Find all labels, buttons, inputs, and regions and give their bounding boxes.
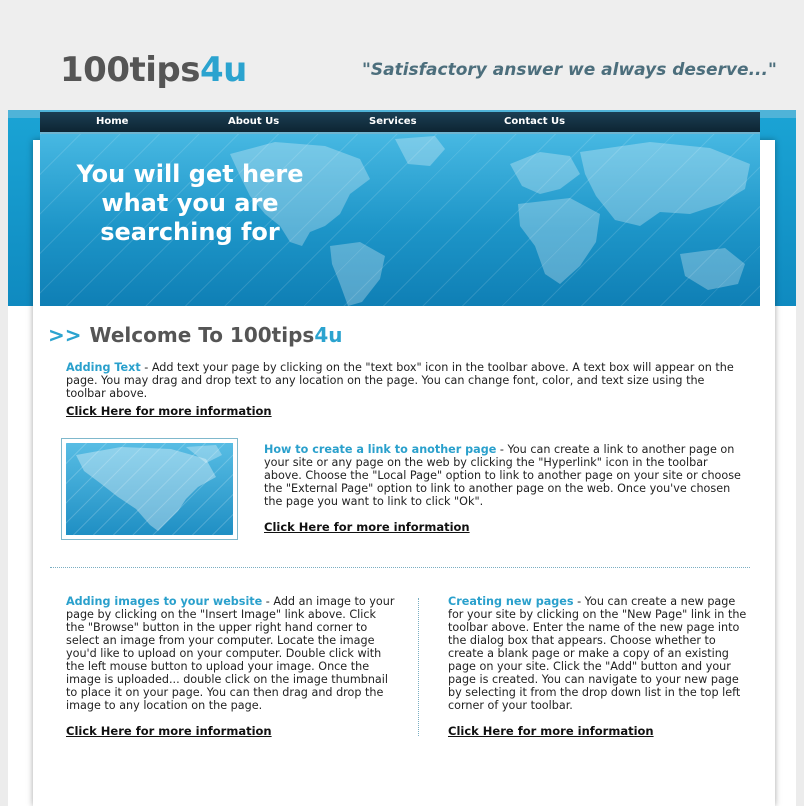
section-adding-images — [66, 595, 396, 712]
logo-text: 100tips — [60, 50, 200, 90]
hero-banner — [40, 134, 760, 306]
map-thumbnail — [61, 438, 238, 540]
welcome-accent: 4u — [314, 323, 343, 347]
more-info-link-create-link[interactable]: Click Here for more information — [264, 520, 470, 534]
section-body: - You can create a link to another page on your site or any page on the web by clicking the "Hyperlink" icon in the toolbar above. Choose the "Local Page" option to link to another page on your site or choose the "External Page" option to link to another page on the web. Once you've chosen the page you want to link to click "Ok". — [264, 443, 741, 508]
section-heading: Creating new pages — [448, 595, 574, 608]
section-heading: Adding Text — [66, 361, 141, 374]
more-info-link-adding-text[interactable]: Click Here for more information — [66, 404, 272, 418]
logo-accent: 4u — [199, 50, 247, 90]
section-body: - You can create a new page for your site by clicking on the "New Page" link in the toolbar above. Enter the name of the new page into the dialog box that appears. Choose whether to create a blank page or make a copy of an existing page on your site. Click the "Add" button and your page is created. You can navigate to your new page by selecting it from the drop down list in the top left corner of your toolbar. — [448, 595, 747, 712]
section-adding-text — [66, 361, 734, 400]
site-header — [0, 0, 804, 110]
section-heading: Adding images to your website — [66, 595, 263, 608]
banner-line-2: what you are — [101, 189, 279, 217]
site-logo[interactable] — [60, 50, 247, 90]
main-nav — [40, 112, 760, 134]
section-new-pages — [448, 595, 750, 712]
welcome-arrow: >> — [48, 323, 82, 347]
banner-line-1: You will get here — [76, 160, 304, 188]
section-create-link — [264, 443, 742, 508]
page-frame-right — [796, 0, 804, 806]
banner-line-3: searching for — [100, 218, 280, 246]
more-info-link-new-pages[interactable]: Click Here for more information — [448, 724, 654, 738]
section-body: - Add an image to your page by clicking on the "Insert Image" link above. Click the "Browse" button in the upper right hand corner to select an image from your computer. Locate the image you'd like to upload on your computer. Double click with the left mouse button to upload your image. Once the image is uploaded... double click on the image thumbnail to place it on your page. You can then drag and drop the image to any location on the page. — [66, 595, 395, 712]
north-america-map-graphic — [66, 443, 233, 535]
banner-headline — [76, 160, 304, 247]
section-divider — [50, 567, 750, 568]
nav-item-services[interactable]: Services — [369, 116, 417, 127]
welcome-text: Welcome To 100tips — [89, 323, 315, 347]
column-divider — [418, 598, 419, 736]
welcome-heading — [48, 323, 342, 347]
site-tagline: "Satisfactory answer we always deserve..." — [362, 60, 777, 80]
section-heading: How to create a link to another page — [264, 443, 497, 456]
more-info-link-adding-images[interactable]: Click Here for more information — [66, 724, 272, 738]
page-frame-left — [0, 0, 8, 806]
nav-item-about-us[interactable]: About Us — [228, 116, 280, 127]
nav-item-contact-us[interactable]: Contact Us — [504, 116, 566, 127]
section-body: - Add text your page by clicking on the "text box" icon in the toolbar above. A text box will appear on the page. You may drag and drop text to any location on the page. You can change font, color, and text size using the toolbar above. — [66, 361, 734, 400]
nav-item-home[interactable]: Home — [96, 116, 129, 127]
map-thumbnail-image — [66, 443, 233, 535]
